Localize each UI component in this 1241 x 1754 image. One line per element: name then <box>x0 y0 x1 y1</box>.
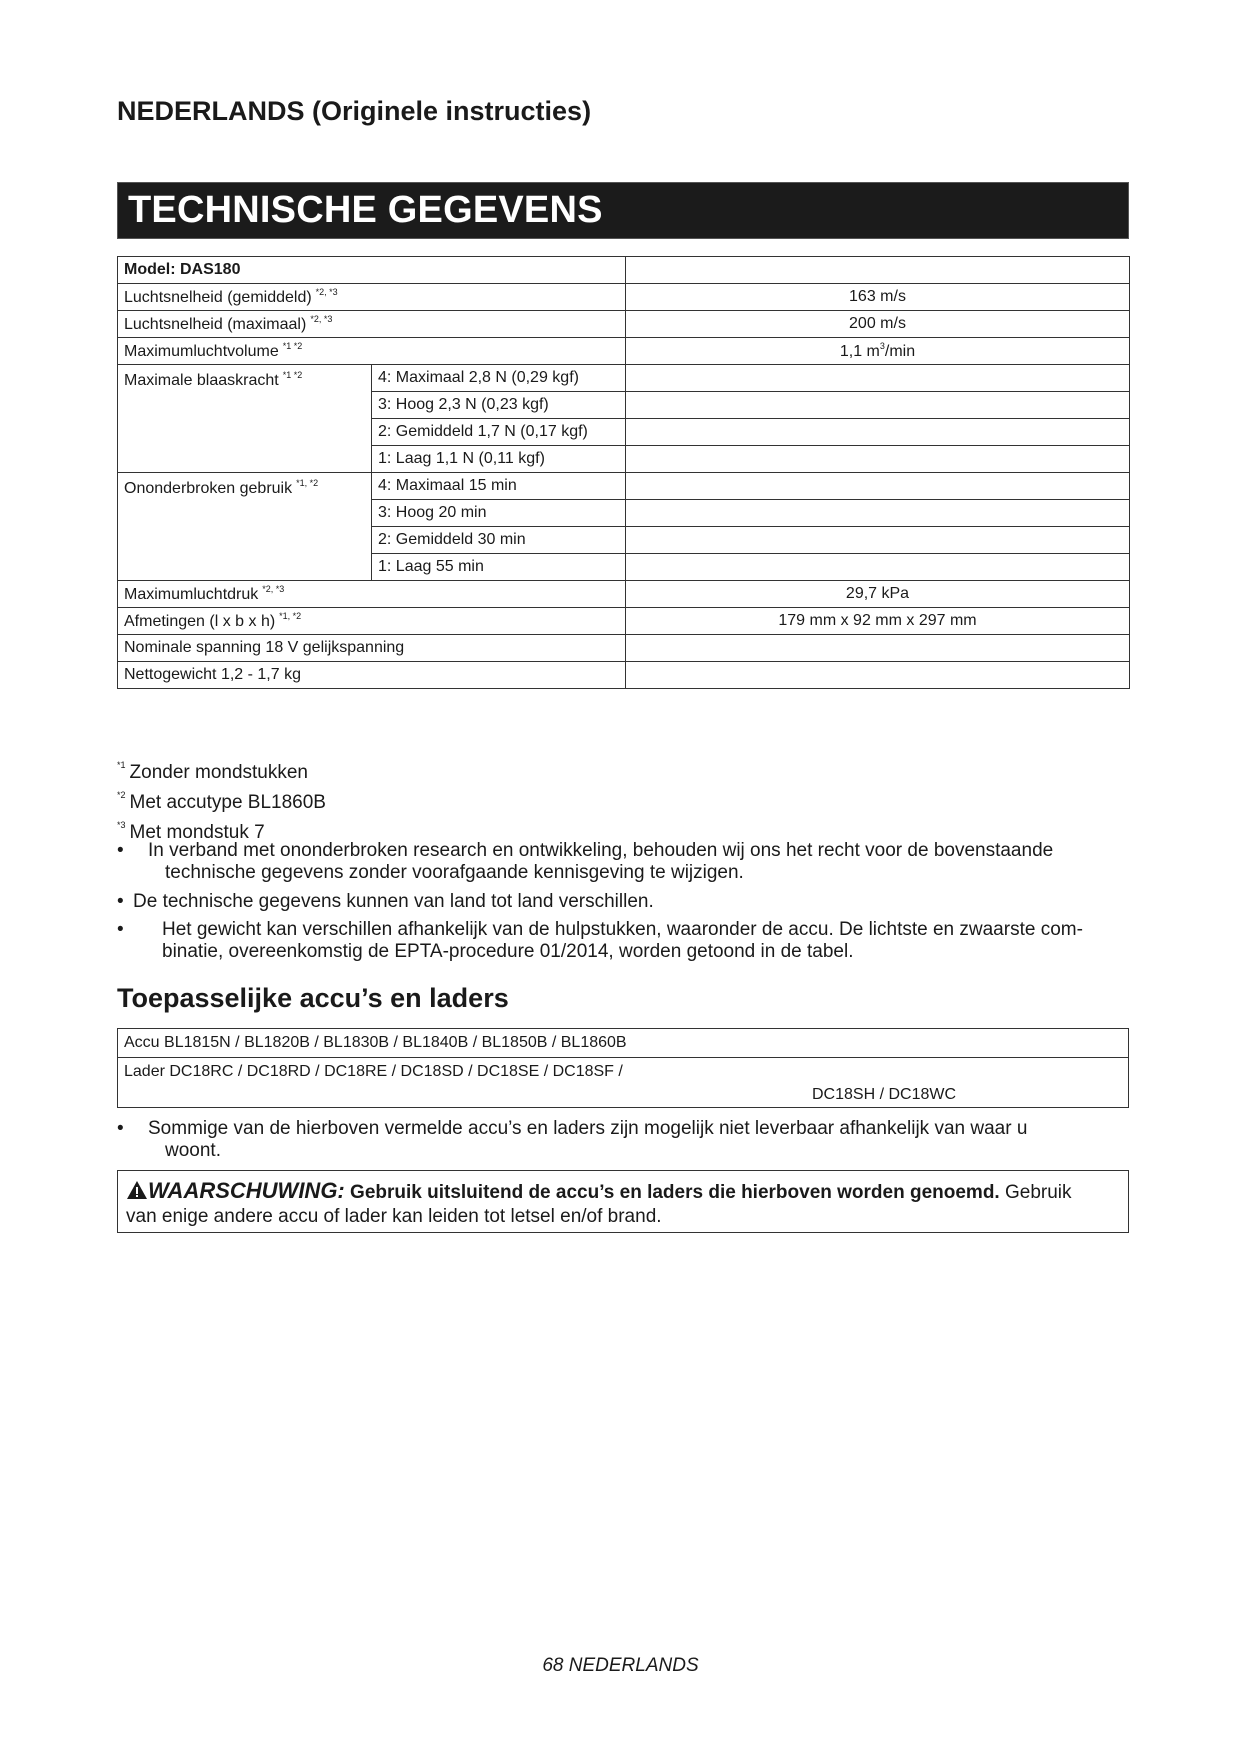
footnotes <box>117 750 326 843</box>
table-row <box>118 473 1130 500</box>
section-title-banner <box>117 182 1129 239</box>
table-row <box>118 635 1130 662</box>
warning-text-start: Gebruik <box>1005 1182 1072 1203</box>
page-language-title: NEDERLANDS (Originele instructies) <box>117 96 592 126</box>
net-weight-label: Nettogewicht 1,2 - 1,7 kg <box>118 662 626 689</box>
rated-voltage-label: Nominale spanning 18 V gelijkspanning <box>118 635 626 662</box>
table-row <box>118 338 1130 365</box>
warning-text-continued: van enige andere accu of lader kan leiden tot letsel en/of brand. <box>126 1206 662 1227</box>
rated-voltage-value <box>626 635 1130 662</box>
blowing-force-value <box>626 392 1130 419</box>
blowing-force-value <box>626 419 1130 446</box>
warning-bold-text: Gebruik uitsluitend de accu’s en laders die hierboven worden genoemd. <box>350 1182 1000 1203</box>
charger-list: Lader DC18RC / DC18RD / DC18RE / DC18SD / DC18SE / DC18SF / DC18SH / DC18WC <box>118 1058 1129 1108</box>
continuous-use-value <box>626 527 1130 554</box>
air-velocity-max-value: 200 m/s <box>626 311 1130 338</box>
air-velocity-max-label: Luchtsnelheid (maximaal) $^{*2, *3}$ <box>118 311 626 338</box>
footnote: $^{*3}$ Met mondstuk 7 <box>117 820 265 843</box>
max-air-pressure-value: 29,7 kPa <box>626 581 1130 608</box>
warning-triangle-icon <box>126 1180 148 1200</box>
footnote: $^{*2}$ Met accutype BL1860B <box>117 790 326 813</box>
battery-list: Accu BL1815N / BL1820B / BL1830B / BL1840B / BL1850B / BL1860B <box>118 1029 1129 1058</box>
continuous-use-value <box>626 554 1130 581</box>
batteries-chargers-heading: Toepasselijke accu’s en laders <box>117 983 509 1013</box>
blowing-force-mode: 4: Maximaal 2,8 N (0,29 kgf) <box>372 365 626 392</box>
bullet-item-availability: • Sommige van de hierboven vermelde accu’s en laders zijn mogelijk niet leverbaar afhankelijk van waar u woont. <box>117 1118 1028 1161</box>
blowing-force-value <box>626 446 1130 473</box>
warning-box <box>117 1170 1129 1233</box>
specifications-table <box>117 256 1130 689</box>
table-row <box>118 365 1130 392</box>
blowing-force-value <box>626 365 1130 392</box>
continuous-use-value <box>626 500 1130 527</box>
continuous-use-mode: 4: Maximaal 15 min <box>372 473 626 500</box>
section-title: TECHNISCHE GEGEVENS <box>128 189 603 231</box>
max-air-volume-value: 1,1 $m^3/\min$ <box>626 338 1130 365</box>
warning-line <box>126 1179 1120 1205</box>
table-row <box>118 662 1130 689</box>
dimensions-value: 179 mm x 92 mm x 297 mm <box>626 608 1130 635</box>
table-row <box>118 284 1130 311</box>
blowing-force-mode: 3: Hoog 2,3 N (0,23 kgf) <box>372 392 626 419</box>
continuous-use-label: Ononderbroken gebruik $^{*1, *2}$ <box>118 473 372 581</box>
blowing-force-mode: 1: Laag 1,1 N (0,11 kgf) <box>372 446 626 473</box>
footnote: $^{*1}$ Zonder mondstukken <box>117 760 309 783</box>
blowing-force-label: Maximale blaaskracht $^{*1 *2}$ <box>118 365 372 473</box>
table-row <box>118 608 1130 635</box>
model-label: Model: DAS180 <box>118 257 626 284</box>
warning-title: WAARSCHUWING: <box>148 1178 345 1203</box>
continuous-use-mode: 1: Laag 55 min <box>372 554 626 581</box>
continuous-use-mode: 3: Hoog 20 min <box>372 500 626 527</box>
max-air-volume-label: Maximumluchtvolume $^{*1 *2}$ <box>118 338 626 365</box>
air-velocity-avg-value: 163 m/s <box>626 284 1130 311</box>
bullet-item-specs-change: • In verband met ononderbroken research en ontwikkeling, behouden wij ons het recht voor de bovenstaande technische gegevens zonder voorafgaande kennisgeving te wijzigen. <box>117 840 1054 883</box>
continuous-use-mode: 2: Gemiddeld 30 min <box>372 527 626 554</box>
page-footer: 68 NEDERLANDS <box>542 1655 699 1676</box>
net-weight-value <box>626 662 1130 689</box>
table-row <box>118 1029 1129 1058</box>
air-velocity-avg-label: Luchtsnelheid (gemiddeld) $^{*2, *3}$ <box>118 284 626 311</box>
table-row <box>118 581 1130 608</box>
blowing-force-mode: 2: Gemiddeld 1,7 N (0,17 kgf) <box>372 419 626 446</box>
table-row <box>118 1058 1129 1108</box>
batteries-chargers-table <box>117 1028 1129 1108</box>
bullet-item-country-differences: • De technische gegevens kunnen van land tot land verschillen. <box>117 891 654 912</box>
dimensions-label: Afmetingen (l x b x h) $^{*1, *2}$ <box>118 608 626 635</box>
continuous-use-value <box>626 473 1130 500</box>
table-row <box>118 311 1130 338</box>
table-row <box>118 257 1130 284</box>
bullet-item-weight: • Het gewicht kan verschillen afhankelijk van de hulpstukken, waaronder de accu. De lichtste en zwaarste com- binatie, overeenkomstig de EPTA-procedure 01/2014, worden getoond in de tabel. <box>117 919 1083 962</box>
model-value <box>626 257 1130 284</box>
max-air-pressure-label: Maximumluchtdruk $^{*2, *3}$ <box>118 581 626 608</box>
